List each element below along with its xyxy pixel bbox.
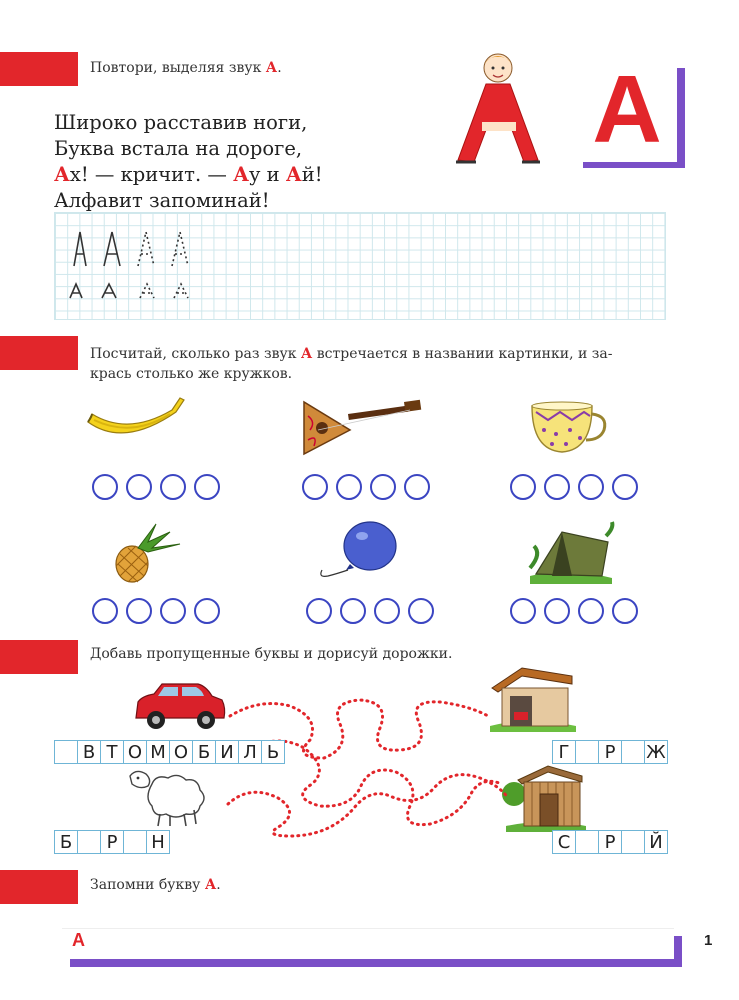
letter-cell[interactable] bbox=[575, 740, 599, 764]
letter-cell: С bbox=[552, 830, 576, 854]
letter-cell[interactable] bbox=[123, 830, 147, 854]
letter-cell[interactable] bbox=[575, 830, 599, 854]
circles-pineapple bbox=[92, 598, 220, 624]
count-circle[interactable] bbox=[126, 474, 152, 500]
count-circle[interactable] bbox=[194, 474, 220, 500]
count-circle[interactable] bbox=[510, 598, 536, 624]
poem-line-1: Широко расставив ноги, bbox=[54, 111, 308, 134]
word-sarai bbox=[552, 830, 667, 854]
sheep-picture bbox=[126, 766, 208, 828]
circles-tent bbox=[510, 598, 638, 624]
count-circle[interactable] bbox=[160, 474, 186, 500]
letter-cell: Ж bbox=[644, 740, 668, 764]
letter-cell: О bbox=[123, 740, 147, 764]
circles-banana bbox=[92, 474, 220, 500]
cup-picture bbox=[526, 400, 610, 458]
poem-line-3-end: й! bbox=[301, 163, 323, 186]
footer-letter: А bbox=[72, 930, 85, 950]
section-marker-3 bbox=[0, 640, 78, 674]
count-circle[interactable] bbox=[612, 474, 638, 500]
letter-cell: Й bbox=[644, 830, 668, 854]
count-circle[interactable] bbox=[92, 474, 118, 500]
letter-cell[interactable] bbox=[54, 740, 78, 764]
count-circle[interactable] bbox=[194, 598, 220, 624]
poem-line-3-mid2: у и bbox=[248, 163, 286, 186]
count-circle[interactable] bbox=[374, 598, 400, 624]
task-remember-text: Запомни букву bbox=[90, 877, 205, 893]
poem-line-3-mid: х! — кричит. — bbox=[69, 163, 234, 186]
count-circle[interactable] bbox=[578, 598, 604, 624]
count-circle[interactable] bbox=[408, 598, 434, 624]
task-repeat-text: Повтори, выделяя звук bbox=[90, 60, 266, 76]
letter-cell: М bbox=[146, 740, 170, 764]
count-circle[interactable] bbox=[92, 598, 118, 624]
letter-cell: И bbox=[215, 740, 239, 764]
big-letter-a: А bbox=[592, 56, 662, 163]
count-circle[interactable] bbox=[544, 598, 570, 624]
footer-writing-line bbox=[62, 928, 674, 959]
word-baran bbox=[54, 830, 169, 854]
count-circle[interactable] bbox=[340, 598, 366, 624]
task-count-text-2: встречается в названии картинки, и за- bbox=[312, 346, 613, 362]
task-count-text-3: крась столько же кружков. bbox=[90, 366, 293, 382]
word-garazh bbox=[552, 740, 667, 764]
letter-cell: О bbox=[169, 740, 193, 764]
poem-a-2: А bbox=[233, 163, 249, 186]
letter-cell: В bbox=[77, 740, 101, 764]
boy-letter-a-illustration bbox=[452, 48, 542, 166]
count-circle[interactable] bbox=[578, 474, 604, 500]
task-remember-after: . bbox=[216, 877, 221, 893]
count-circle[interactable] bbox=[306, 598, 332, 624]
letter-cell: Л bbox=[238, 740, 262, 764]
balloon-picture bbox=[314, 518, 404, 586]
word-avtomobil bbox=[54, 740, 284, 764]
poem-line-2: Буква встала на дороге, bbox=[54, 137, 303, 160]
count-circle[interactable] bbox=[370, 474, 396, 500]
count-circle[interactable] bbox=[302, 474, 328, 500]
tent-picture bbox=[528, 518, 614, 584]
letter-cell[interactable] bbox=[621, 830, 645, 854]
task-count-text: Посчитай, сколько раз звук bbox=[90, 346, 301, 362]
page-number: 1 bbox=[704, 932, 713, 949]
task-paths: Добавь пропущенные буквы и дорисуй дорожки. bbox=[90, 646, 453, 662]
car-picture bbox=[132, 678, 228, 736]
letter-cell[interactable] bbox=[621, 740, 645, 764]
count-circle[interactable] bbox=[126, 598, 152, 624]
task-remember bbox=[90, 877, 221, 893]
circles-balloon bbox=[306, 598, 434, 624]
task-count bbox=[90, 344, 690, 384]
poem-a-1: А bbox=[54, 163, 70, 186]
pineapple-picture bbox=[108, 518, 188, 584]
section-marker-4 bbox=[0, 870, 78, 904]
big-letter-a-card bbox=[575, 56, 685, 166]
task-repeat-letter: А bbox=[265, 60, 278, 76]
poem bbox=[54, 110, 323, 214]
letter-cell: Р bbox=[598, 830, 622, 854]
circles-balalaika bbox=[302, 474, 430, 500]
poem-line-4: Алфавит запоминай! bbox=[54, 189, 270, 212]
section-marker-2 bbox=[0, 336, 78, 370]
letter-a-writing-samples bbox=[60, 222, 210, 312]
poem-a-3: А bbox=[285, 163, 302, 186]
count-circle[interactable] bbox=[404, 474, 430, 500]
banana-picture bbox=[84, 396, 190, 456]
letter-cell: Б bbox=[192, 740, 216, 764]
letter-cell: Ь bbox=[261, 740, 285, 764]
task-repeat-after: . bbox=[277, 60, 282, 76]
circles-cup bbox=[510, 474, 638, 500]
section-marker-1 bbox=[0, 52, 78, 86]
count-circle[interactable] bbox=[544, 474, 570, 500]
letter-cell: Н bbox=[146, 830, 170, 854]
count-circle[interactable] bbox=[160, 598, 186, 624]
task-remember-letter: А bbox=[204, 877, 217, 893]
task-count-letter: А bbox=[300, 346, 313, 362]
count-circle[interactable] bbox=[336, 474, 362, 500]
letter-cell: Р bbox=[100, 830, 124, 854]
count-circle[interactable] bbox=[510, 474, 536, 500]
letter-cell: Б bbox=[54, 830, 78, 854]
task-repeat bbox=[90, 60, 282, 76]
letter-cell: Р bbox=[598, 740, 622, 764]
poem-line-3 bbox=[54, 162, 323, 188]
letter-cell: Т bbox=[100, 740, 124, 764]
letter-cell[interactable] bbox=[77, 830, 101, 854]
balalaika-picture bbox=[298, 396, 424, 460]
letter-cell: Г bbox=[552, 740, 576, 764]
count-circle[interactable] bbox=[612, 598, 638, 624]
